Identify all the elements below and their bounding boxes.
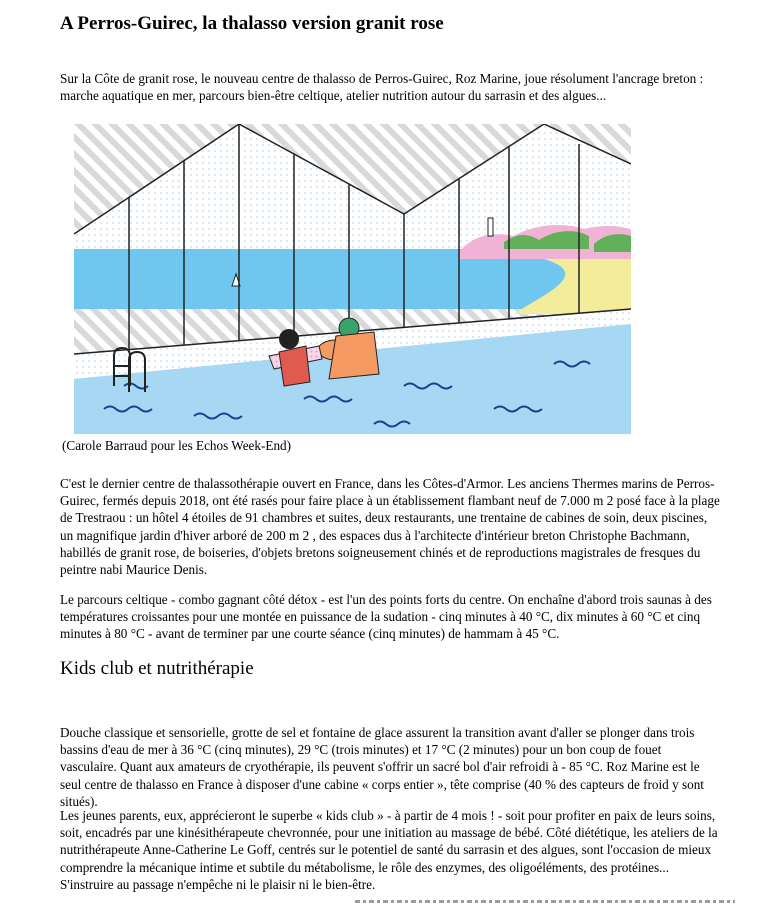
- body-paragraph-2: Le parcours celtique - combo gagnant côté détox - est l'un des points forts du centre. On enchaîne d'abord trois saunas à des températures croissantes pour une montée en puissance de la sudation - cinq minutes à 40 °C, dix minutes à 60 °C et cinq minutes à 80 °C - avant de terminer par une courte séance (cinq minutes) de hammam à 45 °C.: [60, 592, 712, 642]
- article-title: A Perros-Guirec, la thalasso version granit rose: [60, 13, 444, 34]
- section-paragraph-1: Douche classique et sensorielle, grotte de sel et fontaine de glace assurent la transition avant d'aller se plonger dans trois bassins d'eau de mer à 36 °C (cinq minutes), 29 °C (trois minutes) et 17 °C (2 minutes) pour un bon coup de fouet vasculaire. Quant aux amateurs de cryothérapie, ils peuvent s'offrir un sacré bol d'air refroidi à - 85 °C. Roz Marine est le seul centre de thalasso en France à disposer d'une cabine « corps entier », tête comprise (40 % des capteurs de froid y sont situés).: [60, 725, 704, 809]
- body-paragraph-1: C'est le dernier centre de thalassothérapie ouvert en France, dans les Côtes-d'Armor. Les anciens Thermes marins de Perros-Guirec, fermés depuis 2018, ont été rasés pour faire place à un établissement flambant neuf de 7.000 m 2 posé face à la plage de Trestraou : un hôtel 4 étoiles de 91 chambres et suites, deux restaurants, une trentaine de cabines de soin, deux piscines, un magnifique jardin d'hiver arboré de 200 m 2 , des espaces dus à l'architecte d'intérieur breton Christophe Bachmann, habillés de granit rose, de boiseries, d'objets bretons soigneusement chinés et de reproductions magistrales de fresques du peintre nabi Maurice Denis.: [60, 476, 720, 578]
- section-paragraph-2: Les jeunes parents, eux, apprécieront le superbe « kids club » - à partir de 4 mois ! - soit pour profiter en paix de leurs soins, soit, encadrés par une kinésithérapeute chevronnée, pour une initiation au massage de bébé. Côté diététique, les ateliers de la nutrithérapeute Anne-Catherine Le Goff, centrés sur le potentiel de santé du sarrasin et des algues, sont l'occasion de mieux comprendre la mécanique intime et subtile du métabolisme, le rôle des enzymes, des oligoéléments, des protéines... S'instruire au passage n'empêche ni le plaisir ni le bien-être.: [60, 808, 718, 892]
- truncated-text-line: [355, 897, 735, 904]
- section-heading: Kids club et nutrithérapie: [60, 658, 254, 679]
- figure-caption: (Carole Barraud pour les Echos Week-End): [62, 438, 292, 453]
- article-illustration: [74, 124, 631, 434]
- intro-paragraph: Sur la Côte de granit rose, le nouveau centre de thalasso de Perros-Guirec, Roz Marine, joue résolument l'ancrage breton : marche aquatique en mer, parcours bien-être celtique, atelier nutrition autour du sarrasin et des algues...: [60, 71, 704, 104]
